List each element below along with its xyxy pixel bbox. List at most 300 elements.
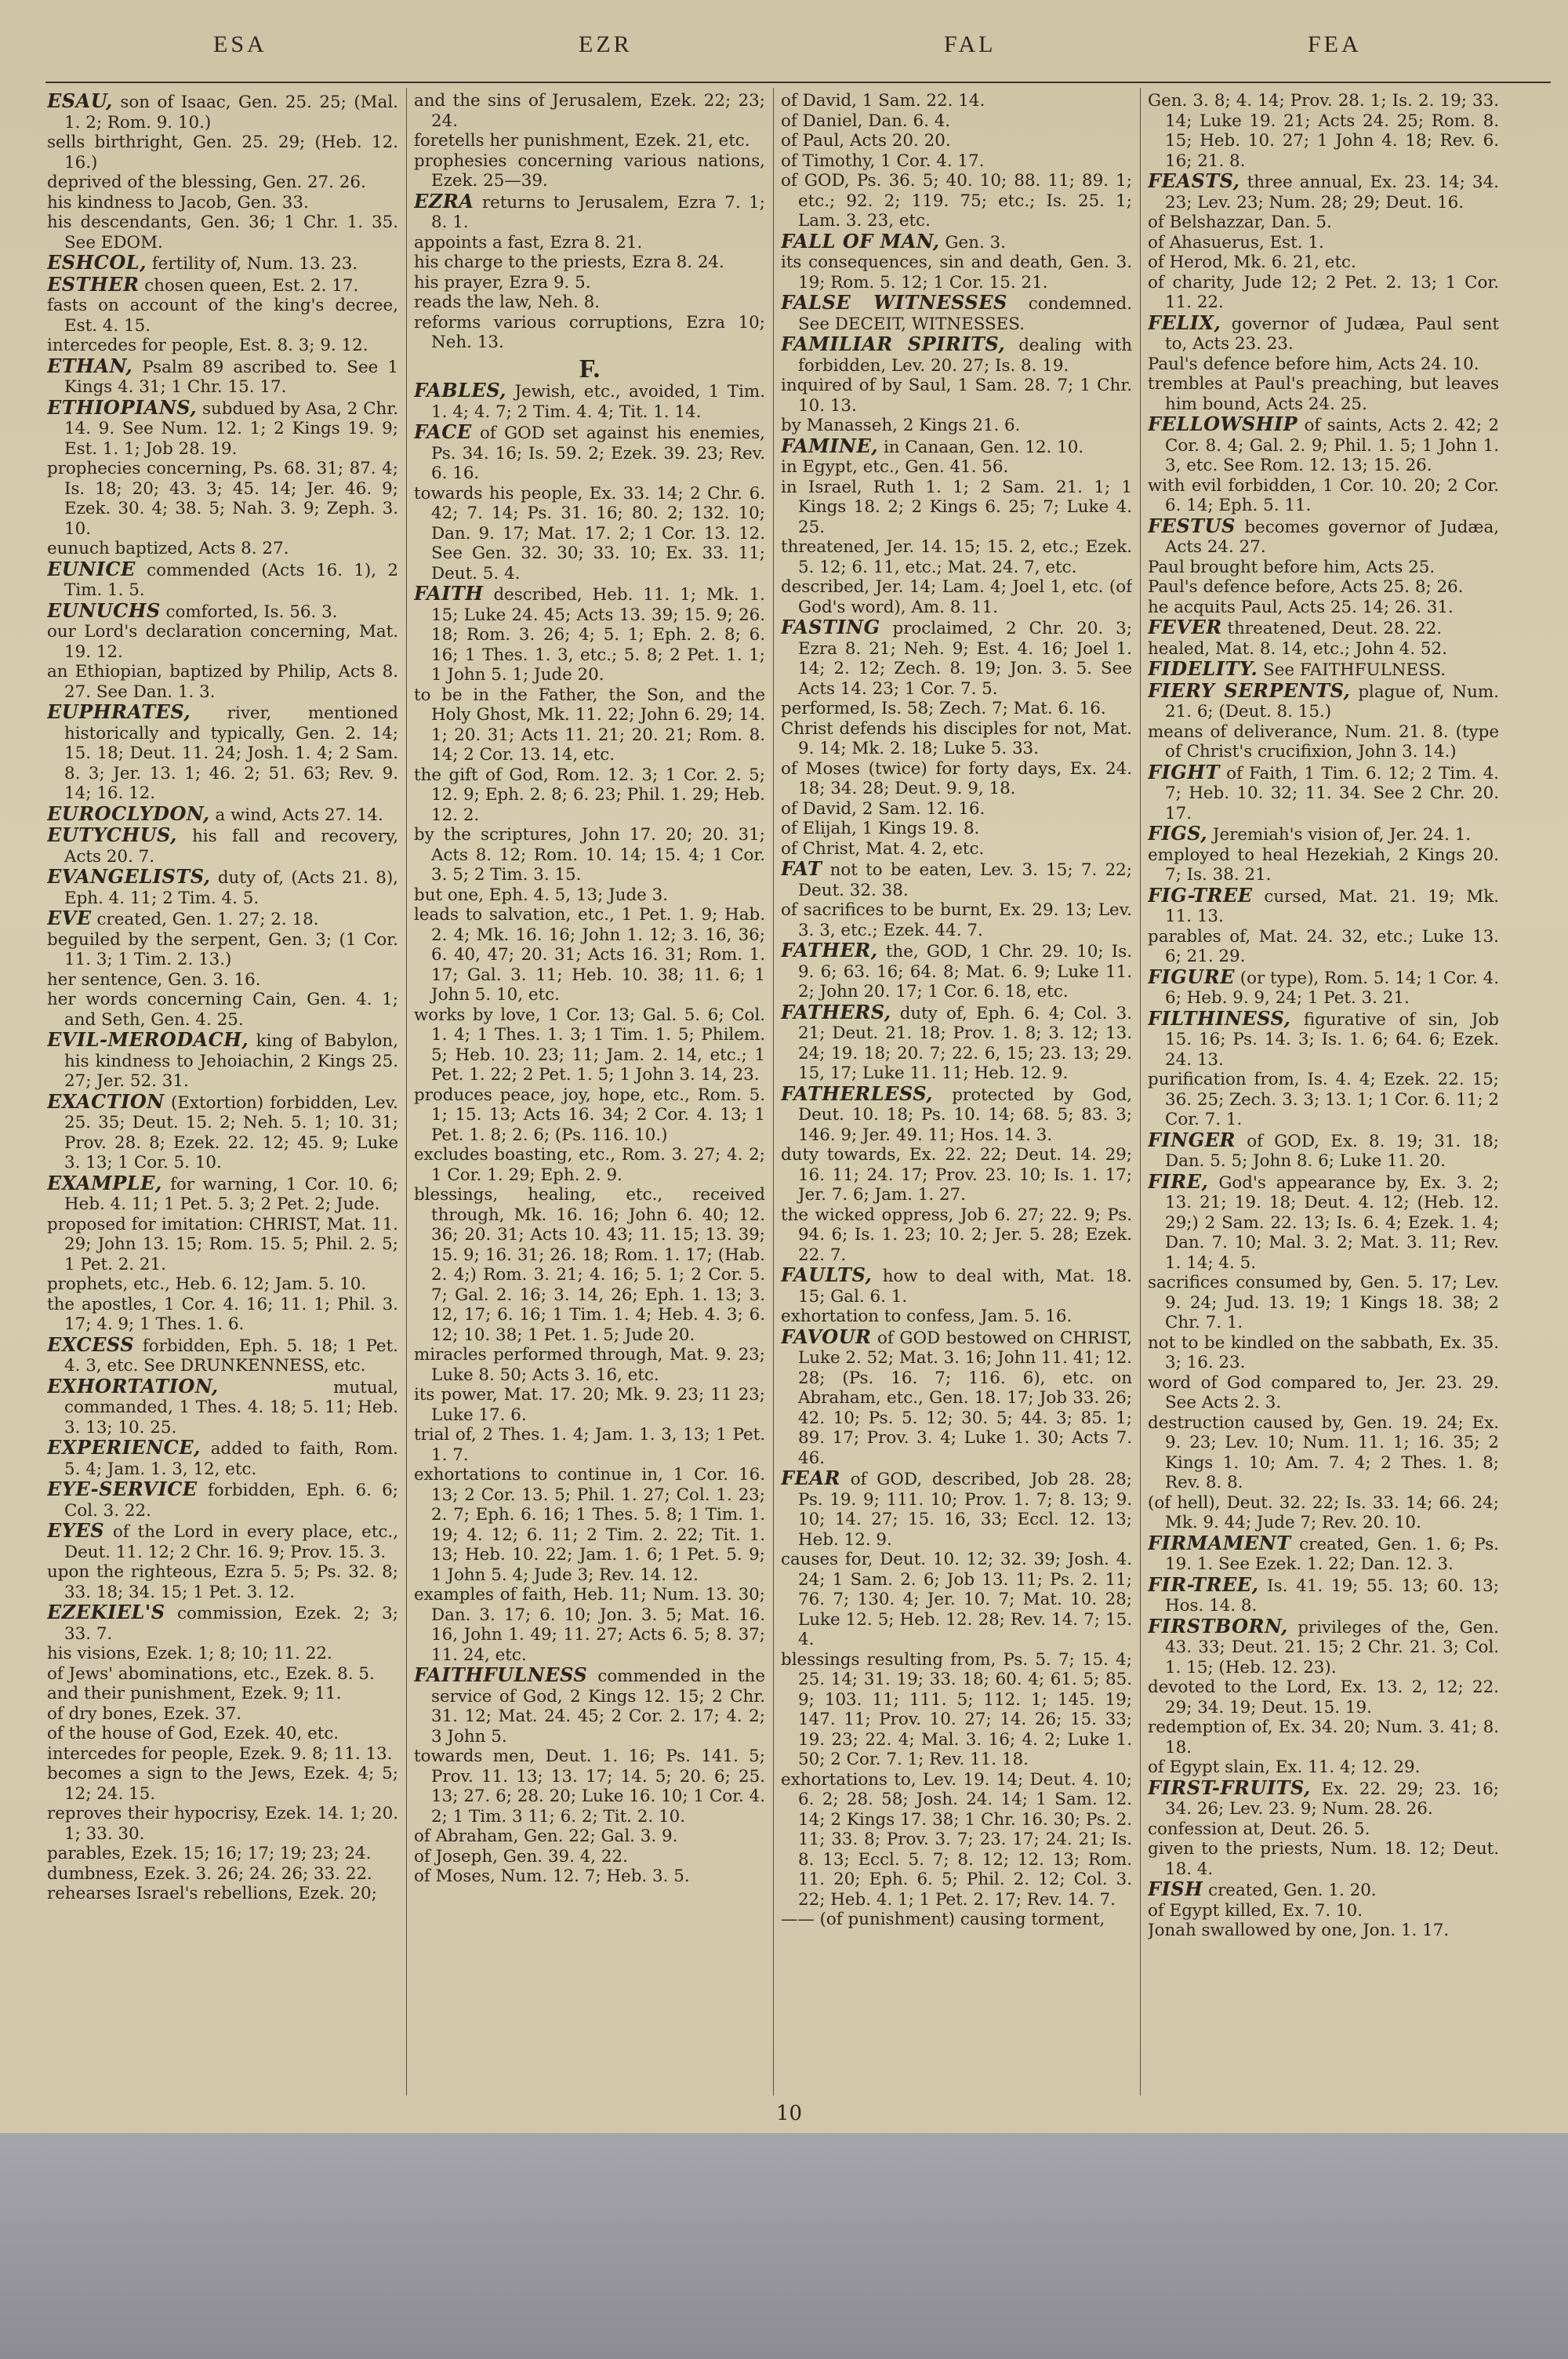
entry-text: proclaimed, 2 Chr. 20. 3; Ezra 8. 21; Neh. 9; Est. 4. 16; Joel 1. 14; 2. 12; Zech. 8. 19; Jon. 3. 5. See Acts 14. 23; 1 Cor. 7. 5. bbox=[798, 619, 1132, 699]
entry-text: his prayer, Ezra 9. 5. bbox=[414, 272, 591, 293]
entry-headword: FIRMAMENT bbox=[1148, 1531, 1291, 1554]
entry-text: sells birthright, Gen. 25. 29; (Heb. 12. 16.) bbox=[47, 133, 398, 173]
index-subentry bbox=[47, 1844, 398, 1864]
entry-text: of GOD set against his enemies, Ps. 34. 16; Is. 59. 2; Ezek. 39. 23; Rev. 6. 16. bbox=[431, 423, 765, 483]
index-subentry bbox=[781, 171, 1132, 231]
index-subentry bbox=[1148, 1677, 1499, 1717]
entry-headword: FATHERS, bbox=[781, 1000, 891, 1023]
entry-text: purification from, Is. 4. 4; Ezek. 22. 15; 36. 25; Zech. 3. 3; 13. 1; 1 Cor. 6. 11; 2 Cor. 7. 1. bbox=[1148, 1070, 1499, 1129]
entry-headword: FATHERLESS, bbox=[781, 1081, 934, 1105]
index-subentry bbox=[47, 193, 398, 213]
index-subentry bbox=[1148, 722, 1499, 762]
index-entry bbox=[47, 559, 398, 601]
index-subentry bbox=[781, 839, 1132, 860]
column-divider bbox=[406, 88, 407, 2095]
entry-text: of Christ, Mat. 4. 2, etc. bbox=[781, 838, 985, 859]
index-entry bbox=[1148, 1006, 1499, 1070]
entry-headword: FIRE, bbox=[1148, 1169, 1209, 1193]
entry-headword: FESTUS bbox=[1148, 514, 1236, 537]
entry-text: with evil forbidden, 1 Cor. 10. 20; 2 Cor. 6. 14; Eph. 5. 11. bbox=[1148, 475, 1499, 515]
entry-text: intercedes for people, Ezek. 9. 8; 11. 13. bbox=[47, 1743, 393, 1764]
entry-headword: FATHER, bbox=[781, 939, 878, 961]
index-subentry bbox=[781, 537, 1132, 577]
entry-text: our Lord's declaration concerning, Mat. 19. 12. bbox=[47, 622, 398, 662]
entry-headword: FACE bbox=[414, 420, 472, 443]
index-subentry bbox=[1148, 1273, 1499, 1333]
entry-text: his charge to the priests, Ezra 8. 24. bbox=[414, 253, 724, 272]
index-subentry bbox=[414, 1847, 765, 1867]
index-subentry bbox=[1148, 1839, 1499, 1879]
index-entry bbox=[1148, 1879, 1499, 1901]
entry-headword: ESHCOL, bbox=[47, 251, 147, 274]
entry-text: exhortations to continue in, 1 Cor. 16. 13; 2 Cor. 13. 5; Phil. 1. 27; Col. 1. 23; 2. 7; Eph. 6. 16; 1 Thes. 5. 8; 1 Tim. 1. 19; 4. 12; 6. 11; 2 Tim. 2. 22; Tit. 1. 13; Heb. 10. 22; Jam. 1. 6; 1 Pet. 5. 9; 1 John 5. 4; Jude 3; Rev. 14. 12. bbox=[414, 1465, 765, 1585]
entry-text: Gen. 3. bbox=[945, 232, 1006, 253]
index-entry bbox=[47, 1602, 398, 1644]
index-subentry bbox=[414, 253, 765, 273]
entry-text: son of Isaac, Gen. 25. 25; (Mal. 1. 2; Rom. 9. 10.) bbox=[64, 93, 398, 133]
index-subentry bbox=[47, 1764, 398, 1804]
entry-text: duty towards, Ex. 22. 22; Deut. 14. 29; 16. 11; 24. 17; Prov. 23. 10; Is. 1. 17; Jer. 7. 6; Jam. 1. 27. bbox=[781, 1145, 1132, 1205]
entry-text: Jonah swallowed by one, Jon. 1. 17. bbox=[1148, 1921, 1450, 1940]
entry-headword: FIRSTBORN, bbox=[1148, 1614, 1288, 1637]
entry-text: but one, Eph. 4. 5, 13; Jude 3. bbox=[414, 885, 669, 905]
index-entry bbox=[1148, 1616, 1499, 1678]
entry-text: privileges of the, Gen. 43. 33; Deut. 21. 15; 2 Chr. 21. 3; Col. 1. 15; (Heb. 12. 23). bbox=[1165, 1617, 1499, 1677]
entry-text: plague of, Num. 21. 6; (Deut. 8. 15.) bbox=[1165, 682, 1499, 722]
entry-text: threatened, Deut. 28. 22. bbox=[1227, 619, 1443, 638]
index-subentry bbox=[781, 457, 1132, 478]
running-head-4: FEA bbox=[1308, 31, 1362, 57]
running-heads bbox=[0, 31, 1568, 71]
index-subentry bbox=[781, 1307, 1132, 1327]
entry-headword: EZEKIEL'S bbox=[47, 1601, 165, 1623]
entry-headword: FELLOWSHIP bbox=[1148, 413, 1298, 435]
index-subentry bbox=[781, 1550, 1132, 1650]
entry-text: created, Gen. 1. 6; Ps. 19. 1. See Ezek. 1. 22; Dan. 12. 3. bbox=[1165, 1534, 1499, 1574]
entry-text: forbidden, Eph. 5. 18; 1 Pet. 4. 3, etc. See DRUNKENNESS, etc. bbox=[64, 1336, 398, 1376]
entry-headword: EXAMPLE, bbox=[47, 1171, 162, 1194]
index-subentry bbox=[47, 990, 398, 1030]
index-subentry bbox=[781, 416, 1132, 436]
entry-text: intercedes for people, Est. 8. 3; 9. 12. bbox=[47, 336, 368, 355]
index-entry bbox=[1148, 967, 1499, 1009]
entry-text: of Egypt slain, Ex. 11. 4; 12. 29. bbox=[1148, 1757, 1421, 1777]
index-subentry bbox=[47, 539, 398, 559]
index-entry bbox=[1148, 659, 1499, 681]
entry-text: of Daniel, Dan. 6. 4. bbox=[781, 111, 951, 131]
entry-text: of charity, Jude 12; 2 Pet. 2. 13; 1 Cor. 11. 22. bbox=[1148, 272, 1499, 312]
running-head-3: FAL bbox=[944, 31, 996, 57]
entry-text: exhortations to, Lev. 19. 14; Deut. 4. 10; 6. 2; 28. 58; Josh. 24. 14; 1 Sam. 12. 14; 2 Kings 17. 38; 1 Chr. 16. 30; Ps. 2. 11; 33. 8; Prov. 3. 7; 23. 17; 24. 21; Is. 8. 13; Eccl. 5. 7; 8. 12; 12. 13; Rom. 11. 20; Eph. 6. 5; Phil. 2. 12; Col. 3. 22; Heb. 4. 1; 1 Pet. 2. 17; Rev. 14. 7. bbox=[781, 1769, 1132, 1910]
entry-headword: FAMINE, bbox=[781, 434, 879, 457]
entry-text: Jeremiah's vision of, Jer. 24. 1. bbox=[1212, 825, 1472, 845]
entry-headword: FAULTS, bbox=[781, 1263, 873, 1286]
index-subentry bbox=[1148, 91, 1499, 171]
entry-headword: EXCESS bbox=[47, 1332, 135, 1356]
index-subentry bbox=[1148, 354, 1499, 375]
entry-text: condemned. See DECEIT, WITNESSES. bbox=[798, 294, 1132, 334]
index-subentry bbox=[414, 1826, 765, 1847]
entry-text: Is. 41. 19; 55. 13; 60. 13; Hos. 14. 8. bbox=[1165, 1576, 1499, 1616]
entry-headword: EYES bbox=[47, 1519, 105, 1542]
index-subentry bbox=[47, 1644, 398, 1664]
index-subentry bbox=[47, 1804, 398, 1844]
entry-text: her words concerning Cain, Gen. 4. 1; and Seth, Gen. 4. 25. bbox=[47, 990, 398, 1030]
entry-headword: ESAU, bbox=[47, 91, 113, 112]
entry-headword: FIRST-FRUITS, bbox=[1148, 1776, 1311, 1799]
entry-text: of Joseph, Gen. 39. 4, 22. bbox=[414, 1846, 628, 1866]
index-subentry bbox=[47, 173, 398, 193]
entry-text: the apostles, 1 Cor. 4. 16; 11. 1; Phil. 3. 17; 4. 9; 1 Thes. 1. 6. bbox=[47, 1294, 398, 1334]
entry-text: commended in the service of God, 2 Kings 12. 15; 2 Chr. 31. 12; Mat. 24. 45; 2 Cor. 2. 17; 4. 2; 3 John 5. bbox=[431, 1667, 765, 1747]
entry-text: becomes governor of Judæa, Acts 24. 27. bbox=[1165, 517, 1499, 557]
entry-text: of GOD, Ex. 8. 19; 31. 18; Dan. 5. 5; John 8. 6; Luke 11. 20. bbox=[1165, 1131, 1499, 1171]
entry-headword: FIGURE bbox=[1148, 965, 1235, 988]
entry-text: beguiled by the serpent, Gen. 3; (1 Cor. 11. 3; 1 Tim. 2. 13.) bbox=[47, 929, 398, 969]
entry-text: by the scriptures, John 17. 20; 20. 31; Acts 8. 12; Rom. 10. 14; 15. 4; 1 Cor. 3. 5; 2 Tim. 3. 15. bbox=[414, 825, 765, 885]
entry-text: of Ahasuerus, Est. 1. bbox=[1148, 232, 1324, 253]
entry-headword: FASTING bbox=[781, 616, 880, 638]
entry-text: produces peace, joy, hope, etc., Rom. 5. 1; 15. 13; Acts 16. 34; 2 Cor. 4. 13; 1 Pet. 1. 8; 2. 6; (Ps. 116. 10.) bbox=[414, 1085, 765, 1145]
index-subentry bbox=[781, 376, 1132, 416]
index-subentry bbox=[414, 273, 765, 293]
entry-headword: FAITH bbox=[414, 582, 484, 605]
index-subentry bbox=[414, 905, 765, 1005]
index-subentry bbox=[1148, 1717, 1499, 1757]
index-subentry bbox=[47, 1704, 398, 1725]
index-subentry bbox=[47, 133, 398, 173]
index-subentry bbox=[1148, 845, 1499, 885]
index-subentry bbox=[414, 91, 765, 131]
index-subentry bbox=[414, 1345, 765, 1385]
index-subentry bbox=[47, 296, 398, 336]
index-subentry bbox=[47, 930, 398, 970]
index-subentry bbox=[1148, 558, 1499, 578]
entry-text: subdued by Asa, 2 Chr. 14. 9. See Num. 12. 1; 2 Kings 19. 9; Est. 1. 1; Job 28. 19. bbox=[64, 398, 398, 459]
index-subentry bbox=[47, 213, 398, 253]
index-entry bbox=[1148, 1169, 1499, 1274]
index-subentry bbox=[1148, 1901, 1499, 1921]
index-subentry bbox=[414, 1005, 765, 1085]
index-entry bbox=[781, 231, 1132, 253]
entry-text: created, Gen. 1. 20. bbox=[1208, 1881, 1377, 1900]
entry-text: of Egypt killed, Ex. 7. 10. bbox=[1148, 1900, 1363, 1921]
index-subentry bbox=[781, 577, 1132, 617]
index-entry bbox=[47, 1438, 398, 1479]
entry-text: excludes boasting, etc., Rom. 3. 27; 4. 2; 1 Cor. 1. 29; Eph. 2. 9. bbox=[414, 1145, 765, 1185]
entry-text: prophets, etc., Heb. 6. 12; Jam. 5. 10. bbox=[47, 1274, 367, 1294]
entry-text: river, mentioned historically and typically, Gen. 2. 14; 15. 18; Deut. 11. 24; Josh. 1. 4; 2 Sam. 8. 3; Jer. 13. 1; 46. 2; 51. 63; Rev. 9. 14; 16. 12. bbox=[64, 703, 398, 803]
index-subentry bbox=[414, 151, 765, 191]
entry-text: in Canaan, Gen. 12. 10. bbox=[883, 437, 1084, 457]
index-entry bbox=[1148, 516, 1499, 558]
index-entry bbox=[414, 1665, 765, 1747]
entry-text: a wind, Acts 27. 14. bbox=[215, 805, 383, 825]
entry-text: trial of, 2 Thes. 1. 4; Jam. 1. 3, 13; 1 Pet. 1. 7. bbox=[414, 1425, 765, 1465]
index-subentry bbox=[781, 253, 1132, 293]
entry-text: his visions, Ezek. 1; 8; 10; 11. 22. bbox=[47, 1644, 332, 1663]
index-subentry bbox=[47, 1562, 398, 1602]
entry-text: cursed, Mat. 21. 19; Mk. 11. 13. bbox=[1165, 886, 1499, 926]
entry-text: dumbness, Ezek. 3. 26; 24. 26; 33. 22. bbox=[47, 1863, 372, 1884]
entry-text: the gift of God, Rom. 12. 3; 1 Cor. 2. 5; 12. 9; Eph. 2. 8; 6. 23; Phil. 1. 29; Heb. 12. 2. bbox=[414, 765, 765, 825]
index-entry bbox=[47, 1332, 398, 1376]
index-subentry bbox=[781, 1650, 1132, 1770]
entry-text: devoted to the Lord, Ex. 13. 2, 12; 22. 29; 34. 19; Deut. 15. 19. bbox=[1148, 1677, 1499, 1717]
index-subentry bbox=[414, 1185, 765, 1345]
index-subentry bbox=[1148, 598, 1499, 618]
index-entry bbox=[781, 1081, 1132, 1146]
entry-headword: FEASTS, bbox=[1148, 169, 1240, 192]
index-subentry bbox=[1148, 1921, 1499, 1941]
index-entry bbox=[1148, 1533, 1499, 1575]
index-subentry bbox=[414, 1385, 765, 1425]
index-entry bbox=[1148, 1572, 1499, 1616]
entry-text: figurative of sin, Job 15. 16; Ps. 14. 3; Is. 1. 6; 64. 6; Ezek. 24. 13. bbox=[1165, 1009, 1499, 1070]
running-head-1: ESA bbox=[213, 31, 267, 57]
index-subentry bbox=[47, 1215, 398, 1275]
entry-text: and the sins of Jerusalem, Ezek. 22; 23; 24. bbox=[414, 91, 765, 131]
column-3 bbox=[781, 91, 1132, 2099]
entry-text: governor of Judæa, Paul sent to, Acts 23. 23. bbox=[1165, 314, 1499, 354]
index-subentry bbox=[414, 1585, 765, 1665]
index-subentry bbox=[781, 131, 1132, 151]
entry-text: trembles at Paul's preaching, but leaves him bound, Acts 24. 25. bbox=[1148, 374, 1499, 414]
index-subentry bbox=[47, 1664, 398, 1685]
index-subentry bbox=[1148, 1757, 1499, 1778]
index-entry bbox=[47, 253, 398, 274]
index-subentry bbox=[47, 1295, 398, 1335]
entry-text: of Faith, 1 Tim. 6. 12; 2 Tim. 4. 7; Heb. 10. 32; 11. 34. See 2 Chr. 20. 17. bbox=[1165, 763, 1499, 823]
entry-text: Paul's defence before him, Acts 24. 10. bbox=[1148, 354, 1479, 374]
entry-text: returns to Jerusalem, Ezra 7. 1; 8. 1. bbox=[431, 192, 765, 232]
entry-text: destruction caused by, Gen. 19. 24; Ex. 9. 23; Lev. 10; Num. 11. 1; 16. 35; 2 Kings 1. 10; Am. 7. 4; 2 Thes. 1. 8; Rev. 8. 8. bbox=[1148, 1412, 1499, 1492]
entry-text: Christ defends his disciples for not, Mat. 9. 14; Mk. 2. 18; Luke 5. 33. bbox=[781, 718, 1132, 758]
column-1 bbox=[47, 91, 398, 2099]
entry-text: he acquits Paul, Acts 25. 14; 26. 31. bbox=[1148, 597, 1454, 617]
index-entry bbox=[1148, 617, 1499, 639]
entry-text: of Moses (twice) for forty days, Ex. 24. 18; 34. 28; Deut. 9. 9, 18. bbox=[781, 758, 1132, 798]
entry-text: word of God compared to, Jer. 23. 29. See Acts 2. 3. bbox=[1148, 1372, 1499, 1412]
entry-text: dealing with forbidden, Lev. 20. 27; Is. 8. 19. bbox=[798, 336, 1132, 376]
index-subentry bbox=[1148, 374, 1499, 414]
entry-headword: EUNICE bbox=[47, 557, 136, 580]
column-divider bbox=[1140, 88, 1141, 2095]
index-entry bbox=[781, 334, 1132, 376]
header-rule bbox=[45, 82, 1551, 83]
index-subentry bbox=[1148, 253, 1499, 273]
entry-text: Paul's defence before, Acts 25. 8; 26. bbox=[1148, 577, 1464, 597]
index-subentry bbox=[1148, 233, 1499, 253]
entry-text: blessings resulting from, Ps. 5. 7; 15. 4; 25. 14; 31. 19; 33. 18; 60. 4; 61. 5; 85. 9; 103. 11; 111. 5; 112. 1; 145. 19; 147. 11; Prov. 10. 27; 14. 26; 15. 33; 19. 23; 22. 4; Mal. 3. 16; 4. 2; Luke 1. 50; 2 Cor. 7. 1; Rev. 11. 18. bbox=[781, 1649, 1132, 1769]
entry-headword: FAT bbox=[781, 857, 822, 880]
entry-text: for warning, 1 Cor. 10. 6; Heb. 4. 11; 1 Pet. 5. 3; 2 Pet. 2; Jude. bbox=[64, 1174, 398, 1214]
entry-text: exhortation to confess, Jam. 5. 16. bbox=[781, 1307, 1073, 1326]
entry-text: of GOD, Ps. 36. 5; 40. 10; 88. 11; 89. 1; etc.; 92. 2; 119. 75; etc.; Is. 25. 1; Lam. 3. 23, etc. bbox=[781, 171, 1132, 231]
index-entry bbox=[47, 702, 398, 804]
entry-text: commission, Ezek. 2; 3; 33. 7. bbox=[64, 1604, 398, 1644]
index-entry bbox=[781, 617, 1132, 699]
index-entry bbox=[47, 825, 398, 867]
index-subentry bbox=[47, 970, 398, 990]
index-subentry bbox=[47, 1884, 398, 1904]
index-entry bbox=[1148, 762, 1499, 824]
entry-text: commended (Acts 16. 1), 2 Tim. 1. 5. bbox=[64, 560, 398, 600]
index-entry bbox=[1148, 1778, 1499, 1819]
entry-text: redemption of, Ex. 34. 20; Num. 3. 41; 8. 18. bbox=[1148, 1717, 1499, 1757]
entry-text: forbidden, Eph. 6. 6; Col. 3. 22. bbox=[64, 1481, 398, 1521]
index-subentry bbox=[781, 819, 1132, 839]
entry-text: See FAITHFULNESS. bbox=[1263, 660, 1446, 680]
entry-text: examples of faith, Heb. 11; Num. 13. 30; Dan. 3. 17; 6. 10; Jon. 3. 5; Mat. 16. 16, John 1. 49; 11. 27; Acts 6. 5; 8. 37; 11. 24, etc. bbox=[414, 1585, 765, 1665]
entry-headword: EVIL-MERODACH, bbox=[47, 1028, 249, 1051]
entry-text: of Herod, Mk. 6. 21, etc. bbox=[1148, 253, 1356, 272]
entry-text: foretells her punishment, Ezek. 21, etc. bbox=[414, 131, 750, 151]
entry-headword: EUTYCHUS, bbox=[47, 823, 177, 846]
index-subentry bbox=[781, 900, 1132, 940]
index-subentry bbox=[781, 151, 1132, 172]
index-subentry bbox=[1148, 1333, 1499, 1373]
index-subentry bbox=[47, 336, 398, 356]
index-entry bbox=[1148, 823, 1499, 845]
entry-text: duty of, (Acts 21. 8), Eph. 4. 11; 2 Tim. 4. 5. bbox=[64, 868, 398, 908]
index-subentry bbox=[47, 662, 398, 702]
entry-text: three annual, Ex. 23. 14; 34. 23; Lev. 23; Num. 28; 29; Deut. 16. bbox=[1165, 173, 1499, 213]
entry-text: of Timothy, 1 Cor. 4. 17. bbox=[781, 151, 985, 171]
entry-text: —— (of punishment) causing torment, bbox=[781, 1910, 1105, 1929]
entry-text: fasts on account of the king's decree, Est. 4. 15. bbox=[47, 296, 398, 336]
index-entry bbox=[47, 801, 398, 826]
entry-headword: EVANGELISTS, bbox=[47, 865, 211, 888]
entry-headword: FIDELITY. bbox=[1148, 657, 1258, 680]
background-surface bbox=[0, 2133, 1568, 2359]
entry-text: leads to salvation, etc., 1 Pet. 1. 9; Hab. 2. 4; Mk. 16. 16; John 1. 12; 3. 16, 36; 6. 40, 47; 20. 31; Acts 16. 31; Rom. 1. 17; Gal. 3. 11; Heb. 10. 38; 11. 6; 1 John 5. 10, etc. bbox=[414, 905, 765, 1005]
index-subentry bbox=[414, 293, 765, 313]
index-entry bbox=[414, 380, 765, 422]
entry-text: of Abraham, Gen. 22; Gal. 3. 9. bbox=[414, 1826, 678, 1846]
entry-text: Psalm 89 ascribed to. See 1 Kings 4. 31; 1 Chr. 15. 17. bbox=[64, 357, 398, 397]
entry-text: reads the law, Neh. 8. bbox=[414, 293, 601, 312]
entry-text: described, Heb. 11. 1; Mk. 1. 15; Luke 24. 45; Acts 13. 39; 15. 9; 26. 18; Rom. 3. 26; 4; 5. 1; Eph. 2. 8; 6. 16; 1 Thes. 1. 3, etc.; 5. 8; 2 Pet. 1. 1; 1 John 5. 1; Jude 20. bbox=[431, 585, 765, 685]
entry-text: Jewish, etc., avoided, 1 Tim. 1. 4; 4. 7; 2 Tim. 4. 4; Tit. 1. 14. bbox=[431, 382, 765, 422]
index-subentry bbox=[414, 1085, 765, 1146]
index-entry bbox=[781, 940, 1132, 1002]
index-entry bbox=[1148, 1130, 1499, 1172]
index-entry bbox=[781, 1327, 1132, 1469]
entry-text: its power, Mat. 17. 20; Mk. 9. 23; 11 23; Luke 17. 6. bbox=[414, 1385, 765, 1425]
entry-headword: FIERY SERPENTS, bbox=[1148, 678, 1351, 702]
index-subentry bbox=[1148, 1819, 1499, 1840]
entry-text: in Egypt, etc., Gen. 41. 56. bbox=[781, 457, 1009, 477]
index-subentry bbox=[414, 1747, 765, 1826]
index-subentry bbox=[414, 765, 765, 826]
index-entry bbox=[47, 1173, 398, 1215]
entry-headword: EXACTION bbox=[47, 1089, 165, 1113]
entry-headword: FABLES, bbox=[414, 379, 507, 402]
entry-text: not to be eaten, Lev. 3. 15; 7. 22; Deut. 32. 38. bbox=[798, 860, 1132, 900]
index-subentry bbox=[781, 1145, 1132, 1205]
entry-text: of Elijah, 1 Kings 19. 8. bbox=[781, 819, 980, 838]
index-subentry bbox=[47, 1684, 398, 1704]
index-entry bbox=[1148, 678, 1499, 722]
index-entry bbox=[47, 867, 398, 908]
entry-text: parables of, Mat. 24. 32, etc.; Luke 13. 6; 21. 29. bbox=[1148, 926, 1499, 966]
entry-text: works by love, 1 Cor. 13; Gal. 5. 6; Col. 1. 4; 1 Thes. 1. 3; 1 Tim. 1. 5; Philem. 5; Heb. 10. 23; 11; Jam. 2. 14, etc.; 1 Pet. 1. 22; 2 Pet. 1. 5; 1 John 3. 14, 23. bbox=[414, 1005, 765, 1085]
entry-headword: EUNUCHS bbox=[47, 598, 161, 622]
index-subentry bbox=[1148, 577, 1499, 598]
entry-headword: FISH bbox=[1148, 1877, 1203, 1900]
entry-text: of the Lord in every place, etc., Deut. 11. 12; 2 Chr. 16. 9; Prov. 15. 3. bbox=[64, 1522, 398, 1562]
index-subentry bbox=[781, 719, 1132, 759]
entry-text: of the house of God, Ezek. 40, etc. bbox=[47, 1724, 339, 1743]
index-subentry bbox=[1148, 476, 1499, 516]
index-entry bbox=[1148, 313, 1499, 354]
index-subentry bbox=[781, 111, 1132, 132]
entry-text: his kindness to Jacob, Gen. 33. bbox=[47, 192, 309, 213]
entry-text: causes for, Deut. 10. 12; 32. 39; Josh. 4. 24; 1 Sam. 2. 6; Job 13. 11; Ps. 2. 11; 76. 7; 130. 4; Jer. 10. 7; Mat. 10. 28; Luke 12. 5; Heb. 12. 28; Rev. 14. 7; 15. 4. bbox=[781, 1550, 1132, 1649]
entry-headword: FAMILIAR SPIRITS, bbox=[781, 333, 1006, 355]
entry-text: God's appearance by, Ex. 3. 2; 13. 21; 19. 18; Deut. 4. 12; (Heb. 12. 29;) 2 Sam. 22. 13; Is. 6. 4; Ezek. 1. 4; Dan. 7. 10; Mal. 3. 2; Mat. 3. 11; Rev. 1. 14; 4. 5. bbox=[1165, 1172, 1499, 1273]
entry-text: protected by God, Deut. 10. 18; Ps. 10. 14; 68. 5; 83. 3; 146. 9; Jer. 49. 11; Hos. 14. 3. bbox=[798, 1085, 1132, 1145]
entry-text: Ex. 22. 29; 23. 16; 34. 26; Lev. 23. 9; Num. 28. 26. bbox=[1165, 1779, 1499, 1819]
entry-text: king of Babylon, his kindness to Jehoiachin, 2 Kings 25. 27; Jer. 52. 31. bbox=[64, 1031, 398, 1091]
entry-text: the, GOD, 1 Chr. 29. 10; Is. 9. 6; 63. 16; 64. 8; Mat. 6. 9; Luke 11. 2; John 20. 17; 1 Cor. 6. 18, etc. bbox=[798, 942, 1132, 1001]
index-entry bbox=[47, 91, 398, 133]
entry-text: of David, 1 Sam. 22. 14. bbox=[781, 91, 985, 111]
entry-text: of sacrifices to be burnt, Ex. 29. 13; Lev. 3. 3, etc.; Ezek. 44. 7. bbox=[781, 900, 1132, 940]
entry-text: his descendants, Gen. 36; 1 Chr. 1. 35. See EDOM. bbox=[47, 213, 398, 253]
column-2 bbox=[414, 91, 765, 2099]
entry-text: chosen queen, Est. 2. 17. bbox=[144, 275, 359, 296]
entry-text: how to deal with, Mat. 18. 15; Gal. 6. 1. bbox=[798, 1267, 1132, 1307]
entry-text: becomes a sign to the Jews, Ezek. 4; 5; 12; 24. 15. bbox=[47, 1764, 398, 1804]
entry-text: his fall and recovery, Acts 20. 7. bbox=[64, 827, 398, 867]
index-entry bbox=[1148, 171, 1499, 213]
index-entry bbox=[781, 436, 1132, 458]
entry-text: upon the righteous, Ezra 5. 5; Ps. 32. 8; 33. 18; 34. 15; 1 Pet. 3. 12. bbox=[47, 1562, 398, 1602]
entry-headword: FILTHINESS, bbox=[1148, 1006, 1291, 1030]
index-entry bbox=[781, 293, 1132, 334]
entry-text: its consequences, sin and death, Gen. 3. 19; Rom. 5. 12; 1 Cor. 15. 21. bbox=[781, 253, 1132, 293]
entry-text: not to be kindled on the sabbath, Ex. 35. 3; 16. 23. bbox=[1148, 1332, 1499, 1372]
index-entry bbox=[47, 1376, 398, 1438]
index-subentry bbox=[414, 685, 765, 765]
entry-text: deprived of the blessing, Gen. 27. 26. bbox=[47, 173, 366, 192]
index-entry bbox=[1148, 885, 1499, 927]
index-entry bbox=[47, 1521, 398, 1562]
column-divider bbox=[773, 88, 774, 2095]
index-subentry bbox=[414, 885, 765, 906]
entry-text: healed, Mat. 8. 14, etc.; John 4. 52. bbox=[1148, 638, 1447, 659]
entry-headword: FIG-TREE bbox=[1148, 883, 1253, 907]
entry-text: of GOD, described, Job 28. 28; Ps. 19. 9; 111. 10; Prov. 1. 7; 8. 13; 9. 10; 14. 27; 15. 16, 33; Eccl. 12. 13; Heb. 12. 9. bbox=[798, 1470, 1132, 1550]
running-head-2: EZR bbox=[579, 31, 633, 57]
column-4 bbox=[1148, 91, 1499, 2099]
entry-headword: EVE bbox=[47, 907, 92, 929]
entry-headword: EUPHRATES, bbox=[47, 700, 191, 723]
entry-text: duty of, Eph. 6. 4; Col. 3. 21; Deut. 21. 18; Prov. 1. 8; 3. 12; 13. 24; 19. 18; 20. 7; 22. 6, 15; 23. 13; 29. 15, 17; Luke 11. 11; Heb. 12. 9. bbox=[798, 1003, 1132, 1083]
section-letter: F. bbox=[579, 354, 601, 383]
index-entry bbox=[47, 274, 398, 296]
entry-text: means of deliverance, Num. 21. 8. (type of Christ's crucifixion, John 3. 14.) bbox=[1148, 722, 1499, 761]
entry-text: Paul brought before him, Acts 25. bbox=[1148, 557, 1436, 577]
index-entry bbox=[47, 908, 398, 930]
entry-text: miracles performed through, Mat. 9. 23; Luke 8. 50; Acts 3. 16, etc. bbox=[414, 1345, 765, 1385]
entry-text: of Moses, Num. 12. 7; Heb. 3. 5. bbox=[414, 1866, 690, 1886]
entry-text: appoints a fast, Ezra 8. 21. bbox=[414, 232, 643, 253]
index-entry bbox=[47, 598, 398, 623]
entry-headword: EXHORTATION, bbox=[47, 1374, 219, 1398]
